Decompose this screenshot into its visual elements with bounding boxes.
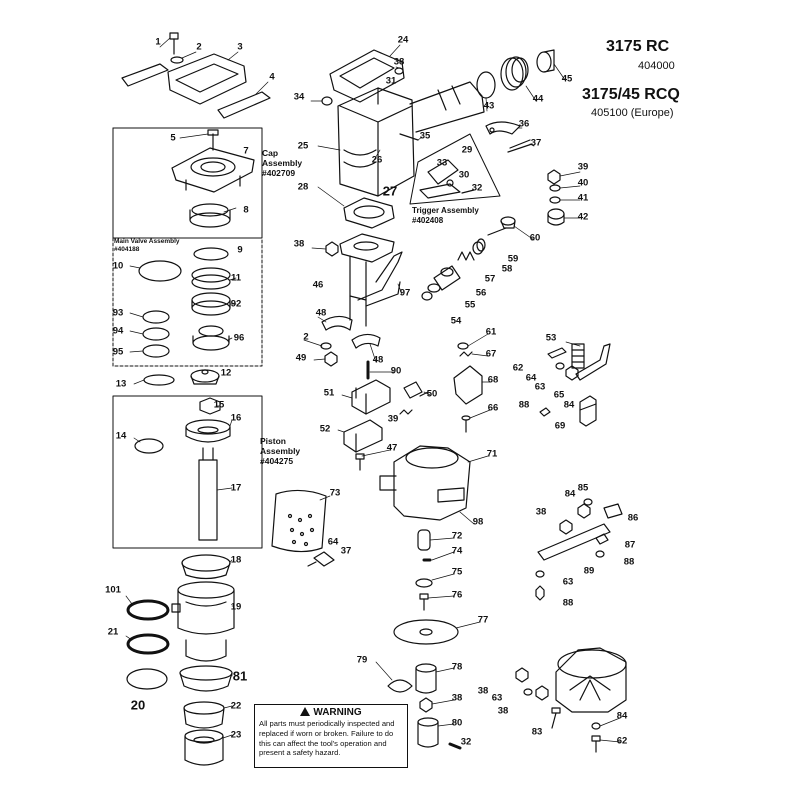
callout-label-67: 67 xyxy=(485,348,497,360)
part-spring-67 xyxy=(460,352,472,356)
callout-label-74: 74 xyxy=(451,545,463,557)
callout-label-77: 77 xyxy=(477,614,489,626)
part-valve-60 xyxy=(501,217,515,228)
part-cap-plate-3 xyxy=(168,54,246,104)
callout-label-36: 36 xyxy=(518,118,530,130)
part-pin-66 xyxy=(462,416,470,432)
part-valve-11 xyxy=(192,268,230,289)
part-washer-2-mid xyxy=(321,343,331,349)
part-o-ring-20 xyxy=(127,669,167,689)
callout-label-83: 83 xyxy=(531,726,543,738)
callout-label-69: 69 xyxy=(554,420,566,432)
callout-label-15: 15 xyxy=(213,399,225,411)
part-sleeve-80 xyxy=(418,718,438,747)
part-o-ring-21 xyxy=(128,635,168,653)
model-code-2: 405100 (Europe) xyxy=(591,107,674,119)
callout-label-88: 88 xyxy=(518,399,530,411)
callout-label-84: 84 xyxy=(563,399,575,411)
callout-label-71: 71 xyxy=(486,448,498,460)
callout-label-5: 5 xyxy=(170,132,176,144)
callout-label-81: 81 xyxy=(232,668,248,684)
trigger-assembly-number: #402408 xyxy=(412,216,444,225)
callout-label-27: 27 xyxy=(382,183,398,199)
callout-label-22: 22 xyxy=(230,700,242,712)
part-cap-assembly-7 xyxy=(172,130,254,192)
callout-label-25: 25 xyxy=(297,140,309,152)
callout-label-13: 13 xyxy=(115,378,127,390)
callout-label-98: 98 xyxy=(472,516,484,528)
callout-label-86: 86 xyxy=(627,512,639,524)
part-cylinder-19 xyxy=(172,582,234,661)
callout-label-21: 21 xyxy=(107,626,119,638)
callout-label-62: 62 xyxy=(616,735,628,747)
callout-label-64: 64 xyxy=(327,536,339,548)
model-title-1: 3175 RC xyxy=(606,38,670,55)
callout-label-32: 32 xyxy=(460,736,472,748)
callout-label-63: 63 xyxy=(534,381,546,393)
callout-label-64: 64 xyxy=(525,372,537,384)
callout-label-63: 63 xyxy=(562,576,574,588)
callout-label-8: 8 xyxy=(243,204,249,216)
callout-label-61: 61 xyxy=(485,326,497,338)
callout-label-57: 57 xyxy=(484,273,496,285)
part-screw-37 xyxy=(508,140,532,152)
part-trigger-33 xyxy=(420,184,460,198)
part-housing-71 xyxy=(380,446,470,520)
callout-label-4: 4 xyxy=(269,71,275,83)
part-cap-61 xyxy=(458,343,468,349)
callout-label-49: 49 xyxy=(295,352,307,364)
piston-assembly-name: Piston xyxy=(260,436,286,446)
part-nut-49 xyxy=(325,352,337,366)
part-o-ring-94 xyxy=(143,328,169,340)
piston-assembly-number: #404275 xyxy=(260,456,294,466)
callout-label-68: 68 xyxy=(487,374,499,386)
part-clip-87 xyxy=(596,534,608,544)
part-nut-38-lower xyxy=(420,698,432,712)
callout-label-84: 84 xyxy=(564,488,576,500)
part-nut-38-r2 xyxy=(536,686,548,700)
main-valve-assembly-number: #404188 xyxy=(114,246,140,253)
callout-label-38: 38 xyxy=(451,692,463,704)
part-o-ring-10 xyxy=(139,261,181,281)
part-nut-38-right xyxy=(560,520,572,534)
callout-label-9: 9 xyxy=(237,244,243,256)
part-ring-9 xyxy=(194,248,228,260)
part-washer-40 xyxy=(550,185,560,191)
part-nut-39 xyxy=(548,170,560,184)
callout-label-32: 32 xyxy=(471,182,483,194)
callout-label-87: 87 xyxy=(624,539,636,551)
part-fitting-86 xyxy=(604,504,622,518)
part-spring-39-mid xyxy=(400,410,412,414)
callout-label-38: 38 xyxy=(535,506,547,518)
callout-label-2: 2 xyxy=(196,41,202,53)
cap-assembly-number: #402709 xyxy=(262,168,296,178)
callout-label-24: 24 xyxy=(397,34,409,46)
part-block-72 xyxy=(418,530,430,550)
callout-label-60: 60 xyxy=(529,232,541,244)
part-bushing-78 xyxy=(416,664,436,693)
part-screw-76 xyxy=(420,594,428,610)
callout-label-17: 17 xyxy=(230,482,242,494)
callout-label-50: 50 xyxy=(426,388,438,400)
part-bracket-69 xyxy=(580,396,596,426)
part-nut-34 xyxy=(322,97,332,105)
part-driver-guide-51 xyxy=(352,380,390,414)
callout-label-16: 16 xyxy=(230,412,242,424)
callout-label-26: 26 xyxy=(371,154,383,166)
callout-label-96: 96 xyxy=(233,332,245,344)
callout-label-7: 7 xyxy=(243,145,249,157)
part-bumper-18 xyxy=(182,555,230,579)
callout-label-76: 76 xyxy=(451,589,463,601)
part-cover-84 xyxy=(556,648,626,712)
callout-label-59: 59 xyxy=(507,253,519,265)
part-stem-59 xyxy=(488,228,506,235)
part-handle-left xyxy=(122,64,168,86)
callout-label-35: 35 xyxy=(419,130,431,142)
main-valve-assembly-name: Main Valve Assembly xyxy=(114,238,180,245)
callout-label-95: 95 xyxy=(112,346,124,358)
callout-label-54: 54 xyxy=(450,315,462,327)
callout-label-62: 62 xyxy=(512,362,524,374)
part-pin-32-lower xyxy=(450,744,460,748)
part-washer-63-r xyxy=(524,689,532,695)
callout-label-40: 40 xyxy=(577,177,589,189)
part-washer-63-lower xyxy=(536,571,544,577)
part-screw-47 xyxy=(356,454,364,470)
callout-label-52: 52 xyxy=(319,423,331,435)
part-valve-12 xyxy=(191,370,219,384)
part-o-ring-54 xyxy=(422,292,432,300)
part-sleeve-23 xyxy=(185,730,223,765)
warning-title: WARNING xyxy=(313,707,362,718)
callout-label-73: 73 xyxy=(329,487,341,499)
callout-label-94: 94 xyxy=(112,325,124,337)
leader-lines xyxy=(126,38,620,742)
callout-label-88: 88 xyxy=(562,597,574,609)
callout-label-97: 97 xyxy=(399,287,411,299)
part-washer-2 xyxy=(171,57,183,63)
callout-label-47: 47 xyxy=(386,442,398,454)
trigger-assembly-name: Trigger Assembly xyxy=(412,206,479,215)
callout-label-63: 63 xyxy=(491,692,503,704)
part-spring-57 xyxy=(458,252,474,260)
callout-label-1: 1 xyxy=(155,36,161,48)
part-o-ring-13 xyxy=(144,375,174,385)
callout-label-11: 11 xyxy=(230,272,242,284)
part-screw-62-r xyxy=(592,736,600,752)
callout-label-41: 41 xyxy=(577,192,589,204)
callout-label-38: 38 xyxy=(293,238,305,250)
callout-label-42: 42 xyxy=(577,211,589,223)
callout-label-101: 101 xyxy=(105,584,121,596)
part-seal-8 xyxy=(190,204,230,227)
part-pin-35 xyxy=(400,134,418,140)
callout-label-34: 34 xyxy=(293,91,305,103)
part-fitting-42 xyxy=(548,209,564,225)
part-washer-64 xyxy=(556,363,564,369)
callout-label-44: 44 xyxy=(532,93,544,105)
part-o-ring-95 xyxy=(143,345,169,357)
part-spring-53 xyxy=(572,344,584,368)
warning-text: All parts must periodically inspected and replaced if worn or broken. Failure to do this can affect the tool's operation and present a safety hazard. xyxy=(259,719,395,758)
part-valve-piston-96 xyxy=(193,326,229,350)
part-o-ring-55 xyxy=(428,284,440,292)
callout-label-31: 31 xyxy=(385,75,397,87)
cap-assembly-name-2: Assembly xyxy=(262,158,303,168)
part-lever-36 xyxy=(486,122,520,134)
callout-label-46: 46 xyxy=(312,279,324,291)
callout-label-56: 56 xyxy=(475,287,487,299)
callout-label-93: 93 xyxy=(112,307,124,319)
callout-label-30: 30 xyxy=(458,169,470,181)
part-bracket-48 xyxy=(352,334,380,348)
part-bolt-83 xyxy=(552,708,560,728)
callout-label-75: 75 xyxy=(451,566,463,578)
callout-label-66: 66 xyxy=(487,402,499,414)
callout-label-33: 33 xyxy=(436,157,448,169)
part-end-cap-44 xyxy=(501,57,528,90)
part-valve-92 xyxy=(192,293,230,315)
callout-label-18: 18 xyxy=(230,554,242,566)
part-washer-75 xyxy=(416,579,432,587)
callout-label-39: 39 xyxy=(577,161,589,173)
part-washer-84-r xyxy=(592,723,600,729)
part-o-ring-43 xyxy=(477,72,495,98)
callout-label-51: 51 xyxy=(323,387,335,399)
callout-label-65: 65 xyxy=(553,389,565,401)
piston-assembly-name-2: Assembly xyxy=(260,446,301,456)
part-gasket-28 xyxy=(344,198,394,228)
callout-label-92: 92 xyxy=(230,298,242,310)
callout-label-10: 10 xyxy=(112,260,124,272)
callout-label-80: 80 xyxy=(451,717,463,729)
part-bracket-48-top xyxy=(322,316,352,330)
part-nut-88-lower xyxy=(536,586,544,600)
callout-label-89: 89 xyxy=(583,565,595,577)
part-washer-88 xyxy=(596,551,604,557)
callout-label-14: 14 xyxy=(115,430,127,442)
callout-label-38: 38 xyxy=(477,685,489,697)
callout-label-28: 28 xyxy=(297,181,309,193)
callout-label-37: 37 xyxy=(340,545,352,557)
part-nose-81 xyxy=(180,666,232,691)
callout-label-90: 90 xyxy=(390,365,402,377)
part-bolt-1 xyxy=(170,33,178,54)
part-screw-62 xyxy=(548,348,566,358)
part-o-ring-58 xyxy=(477,239,485,251)
part-nut-84 xyxy=(578,504,590,518)
callout-label-79: 79 xyxy=(356,654,368,666)
part-bumper-22 xyxy=(184,702,224,728)
callout-label-78: 78 xyxy=(451,661,463,673)
part-washer-41 xyxy=(550,197,560,203)
part-o-ring-93 xyxy=(143,311,169,323)
model-code-1: 404000 xyxy=(638,60,675,72)
part-latch-50 xyxy=(404,382,428,398)
callout-label-72: 72 xyxy=(451,530,463,542)
part-guard-73 xyxy=(272,490,326,551)
callout-label-12: 12 xyxy=(220,367,232,379)
part-trigger-68 xyxy=(454,366,482,404)
callout-label-58: 58 xyxy=(501,263,513,275)
callout-label-88: 88 xyxy=(623,556,635,568)
callout-label-55: 55 xyxy=(464,299,476,311)
callout-label-85: 85 xyxy=(577,482,589,494)
part-ring-79 xyxy=(388,680,412,692)
part-screw-37-lower xyxy=(308,552,334,566)
callout-label-23: 23 xyxy=(230,729,242,741)
part-nut-38-mid xyxy=(326,242,338,256)
part-piston-16 xyxy=(186,420,230,442)
cap-assembly-name: Cap xyxy=(262,148,279,158)
callout-label-48: 48 xyxy=(372,354,384,366)
callout-label-3: 3 xyxy=(237,41,243,53)
part-driver-17 xyxy=(199,448,217,540)
callout-label-29: 29 xyxy=(461,144,473,156)
callout-label-38: 38 xyxy=(497,705,509,717)
part-guide-52 xyxy=(344,420,382,452)
callout-labels xyxy=(105,35,638,748)
callout-label-2: 2 xyxy=(303,331,309,343)
callout-label-84: 84 xyxy=(616,710,628,722)
part-o-ring-101 xyxy=(128,601,168,619)
callout-label-43: 43 xyxy=(483,100,495,112)
callout-label-45: 45 xyxy=(561,73,573,85)
part-valve-56 xyxy=(434,266,460,290)
callout-label-19: 19 xyxy=(230,601,242,613)
model-title-2: 3175/45 RCQ xyxy=(582,86,680,103)
callout-label-38: 38 xyxy=(393,56,405,68)
part-disk-77 xyxy=(394,620,458,644)
part-frame-97 xyxy=(340,234,402,326)
part-handle-4 xyxy=(218,92,270,118)
callout-label-39: 39 xyxy=(387,413,399,425)
part-nut-38-top xyxy=(395,68,403,74)
part-nut-38-r1 xyxy=(516,668,528,682)
part-screw-88 xyxy=(540,408,550,416)
callout-label-20: 20 xyxy=(130,697,146,713)
callout-label-48: 48 xyxy=(315,307,327,319)
part-fitting-45 xyxy=(537,50,554,72)
callout-label-53: 53 xyxy=(545,332,557,344)
callout-label-37: 37 xyxy=(530,137,542,149)
